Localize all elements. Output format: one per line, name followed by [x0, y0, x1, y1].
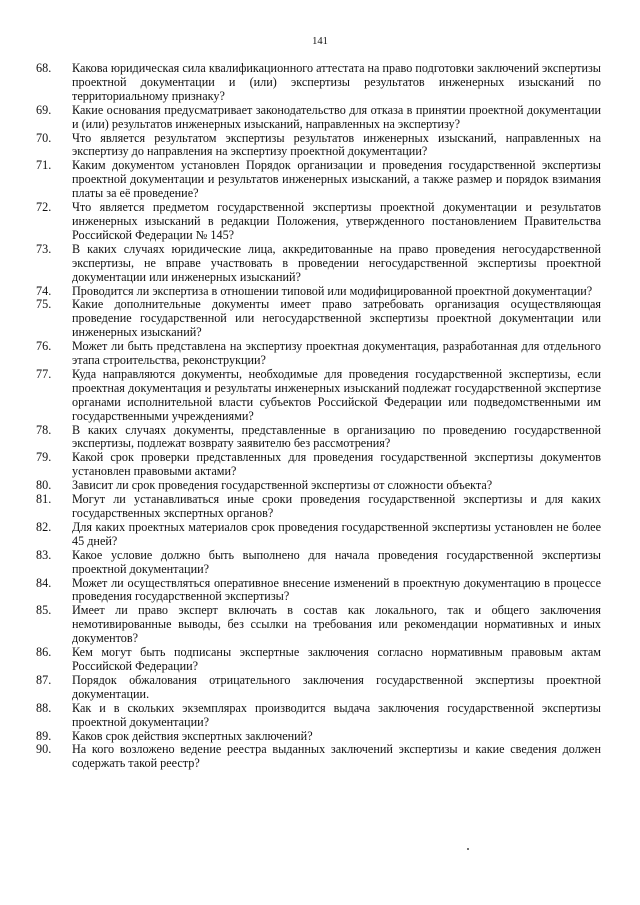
question-item [36, 424, 601, 452]
question-item [36, 62, 601, 104]
question-text: Кем могут быть подписаны экспертные заключения согласно нормативным правовым актам Российской Федерации? [72, 645, 601, 673]
question-item [36, 243, 601, 285]
question-number: 69. [36, 102, 52, 117]
question-text: В каких случаях юридические лица, аккредитованные на право проведения негосударственной экспертизы, не вправе участвовать в проведении негосударственной экспертизы проектной документации или инженерных изысканий? [72, 241, 601, 284]
question-item [36, 159, 601, 201]
question-number: 71. [36, 158, 52, 173]
question-text: Порядок обжалования отрицательного заключения государственной экспертизы проектной документации. [72, 672, 601, 701]
question-number: 72. [36, 200, 52, 215]
question-text: Могут ли устанавливаться иные сроки проведения государственной экспертизы и для каких государственных экспертных органов? [72, 492, 601, 520]
question-item [36, 493, 601, 521]
question-item [36, 285, 601, 299]
question-number: 70. [36, 130, 52, 145]
question-item [36, 201, 601, 243]
question-text: Что является результатом экспертизы результатов инженерных изысканий, направленных на экспертизу до направления на экспертизу проектной документации? [72, 130, 601, 159]
question-number: 85. [36, 603, 52, 618]
question-number: 84. [36, 575, 52, 590]
question-number: 86. [36, 645, 52, 660]
question-number: 88. [36, 700, 52, 715]
question-text: Для каких проектных материалов срок проведения государственной экспертизы установлен не более 45 дней? [72, 519, 601, 548]
question-number: 80. [36, 478, 52, 493]
question-item [36, 521, 601, 549]
question-text: На кого возложено ведение реестра выданных заключений экспертизы и какие сведения должен содержать такой реестр? [72, 742, 601, 771]
question-text: Может ли осуществляться оперативное внесение изменений в проектную документацию в процессе проведения государственной экспертизы? [72, 575, 601, 604]
question-text: Какова юридическая сила квалификационного аттестата на право подготовки заключений экспертизы проектной документации и (или) экспертизы результатов инженерных изысканий по территориальному признаку? [72, 61, 601, 103]
question-item [36, 702, 601, 730]
question-item [36, 451, 601, 479]
question-text: Какой срок проверки представленных для проведения государственной экспертизы документов установлен правовыми актами? [72, 450, 601, 479]
question-number: 87. [36, 672, 52, 687]
question-text: Каков срок действия экспертных заключений? [72, 728, 313, 743]
question-item [36, 549, 601, 577]
question-text: Как и в скольких экземплярах производится выдача заключения государственной экспертизы проектной документации? [72, 700, 601, 729]
question-item [36, 104, 601, 132]
question-number: 77. [36, 366, 52, 381]
question-text: Какие основания предусматривает законодательство для отказа в принятии проектной документации и (или) результатов инженерных изысканий, направленных на экспертизу? [72, 102, 601, 131]
question-text: В каких случаях документы, представленные в организацию по проведению государственной экспертизы, подлежат возврату заявителю без рассмотрения? [72, 422, 601, 451]
question-item [36, 479, 601, 493]
question-item [36, 368, 601, 424]
question-number: 73. [36, 241, 52, 256]
question-item [36, 743, 601, 771]
question-item [36, 646, 601, 674]
question-text: Имеет ли право эксперт включать в состав как локального, так и общего заключения немотивированные выводы, без ссылки на требования или рекомендации нормативных и иных документов? [72, 603, 601, 646]
question-number: 76. [36, 339, 52, 354]
question-item [36, 674, 601, 702]
question-item [36, 298, 601, 340]
question-text: Какое условие должно быть выполнено для начала проведения государственной экспертизы проектной документации? [72, 547, 601, 576]
question-item [36, 604, 601, 646]
question-number: 89. [36, 728, 52, 743]
question-number: 75. [36, 297, 52, 312]
question-number: 82. [36, 519, 52, 534]
question-item [36, 340, 601, 368]
question-number: 74. [36, 283, 52, 298]
question-item [36, 577, 601, 605]
question-number: 79. [36, 450, 52, 465]
page-number: 141 [312, 36, 328, 47]
question-text: Может ли быть представлена на экспертизу проектная документация, разработанная для отдельного этапа строительства, реконструкции? [72, 339, 601, 368]
question-text: Какие дополнительные документы имеет право затребовать организация осуществляющая проведение государственной или негосударственной экспертизы проектной документации или инженерных изысканий? [72, 297, 601, 340]
question-text: Проводится ли экспертиза в отношении типовой или модифицированной проектной документации? [72, 283, 593, 298]
question-number: 83. [36, 547, 52, 562]
question-number: 81. [36, 492, 52, 507]
question-item [36, 132, 601, 160]
scan-speck [467, 848, 469, 850]
question-item [36, 730, 601, 744]
question-number: 68. [36, 61, 52, 75]
question-list [36, 62, 601, 771]
question-number: 90. [36, 742, 52, 757]
question-text: Что является предметом государственной экспертизы проектной документации и результатов инженерных изысканий в редакции Положения, утвержденного постановлением Правительства Российской Федерации № 145? [72, 200, 601, 242]
question-text: Зависит ли срок проведения государственной экспертизы от сложности объекта? [72, 478, 493, 493]
question-text: Куда направляются документы, необходимые для проведения государственной экспертизы, если проектная документация и результаты инженерных изысканий подлежат государственной экспертизе органами исполнительной власти субъектов Российской Федерации или подведомственными им государственными учреждениями? [72, 366, 601, 423]
question-number: 78. [36, 422, 52, 437]
question-text: Каким документом установлен Порядок организации и проведения государственной экспертизы проектной документации и результатов инженерных изысканий, а также размер и порядок взимания платы за её проведение? [72, 158, 601, 201]
